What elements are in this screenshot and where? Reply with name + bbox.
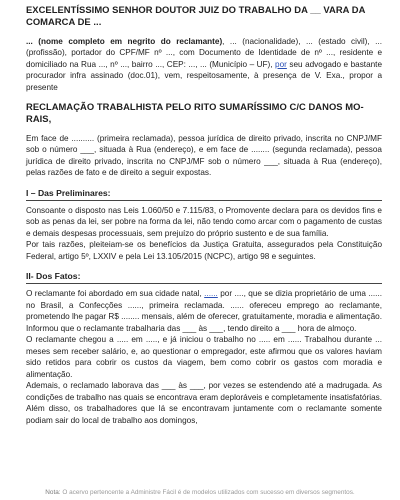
section-fatos-title: II- Dos Fatos:: [26, 271, 81, 282]
fatos-paragraph-1: [26, 288, 382, 334]
court-address-line-2: COMARCA DE ...: [26, 15, 102, 27]
footer-note-text: O acervo pertencente a Administre Fácil é de modelos utilizados com sucesso em diversos segmentos.: [60, 489, 355, 496]
section-divider: [26, 283, 382, 284]
por-link[interactable]: por: [275, 59, 287, 69]
preliminares-paragraph-2: Por tais razões, pleiteiam-se os benefícios da Justiça Gratuita, assegurados pela Constituição Federal, artigo 5º, LXXIV e pela Lei 13.105/2015 (NCPC), artigo 98 e seguintes.: [26, 240, 382, 261]
section-preliminares-title: I – Das Preliminares:: [26, 187, 111, 198]
footer-note-label: Nota:: [45, 489, 61, 496]
court-address-line-1: EXCELENTÍSSIMO SENHOR DOUTOR JUIZ DO TRABALHO DA __ VARA DA: [26, 4, 366, 15]
fatos-paragraph-3: Ademais, o reclamado laborava das ___ às ___, por vezes se estendendo até a madrugada. As condições de trabalho nas quais se encontrava eram deploráveis e completamente insatisfatórias. Além disso, os trabalhadores que lá se encontravam juntamente com o reclamante somente podiam sair do local de trabalho aos domingos,: [26, 381, 382, 425]
fatos-text-b: por ...., que se dizia proprietário de uma ...... no Brasil, a Confecções ......, primeira reclamada. ...... ofereceu emprego ao reclamante, prometendo lhe pagar R$ ........ mensais, além de oferecer, gratuitamente, moradia e alimentação. Informou que o reclamante trabalharia das ___ às ___, tendo direito a ___ hora de almoço.: [26, 289, 382, 333]
fatos-paragraph-2: O reclamante chegou a ..... em ....., e já iniciou o trabalho no ..... em ...... Trabalhou durante ... meses sem receber salário, e, ao questionar o empregador, este afirmou que os valores haviam sido retidos para cobrir os custos da viagem, bem como cobrir os gastos com moradia e alimentação.: [26, 335, 382, 379]
plaintiff-name-placeholder: ... (nome completo em negrito do reclamante): [26, 36, 223, 46]
preliminares-paragraph-1: Consoante o disposto nas Leis 1.060/50 e 7.115/83, o Promovente declara para os devidos fins e sob as penas da lei, ser pobre na forma da lei, não tendo como arcar com o pagamento de custas e demais despesas processuais, sem prejuízo do próprio sustento e de sua família.: [26, 205, 382, 238]
action-title-line-1: RECLAMAÇÃO TRABALHISTA PELO RITO SUMARÍSSIMO C/C DANOS MO-: [26, 101, 364, 113]
action-title-line-2: RAIS,: [26, 112, 52, 124]
defendants-paragraph: Em face de .......... (primeira reclamada), pessoa jurídica de direito privado, inscrita no CNPJ/MF sob o número ___, situada à Rua (endereço), e em face de ........ (segunda reclamada), pessoa jurídica de direito privado, inscrita no CNPJ/MF sob o número ___, situada à Rua (endereço), pelas razões de fato e de direito a seguir expostas.: [26, 133, 382, 178]
city-link[interactable]: ......: [204, 289, 218, 299]
qualification-text: , ... (nacionalidade), ... (estado civil), ... (profissão), portador do CPF/MF nº ..., com Documento de Identidade de nº ..., residente e domiciliado na Rua ..., nº ..., bairro ..., CEP: ..., ... (Município – UF),: [26, 36, 382, 69]
section-divider: [26, 200, 382, 201]
plaintiff-qualification: [26, 36, 382, 94]
petition-document: [26, 4, 382, 426]
footer-note: [0, 489, 400, 496]
qualification-tail: seu advogado e bastante procurador infra assinado (doc.01), vem, respeitosamente, à presença de V. Exa., propor a presente: [26, 59, 382, 92]
fatos-text-a: O reclamante foi abordado em sua cidade natal,: [26, 289, 205, 299]
